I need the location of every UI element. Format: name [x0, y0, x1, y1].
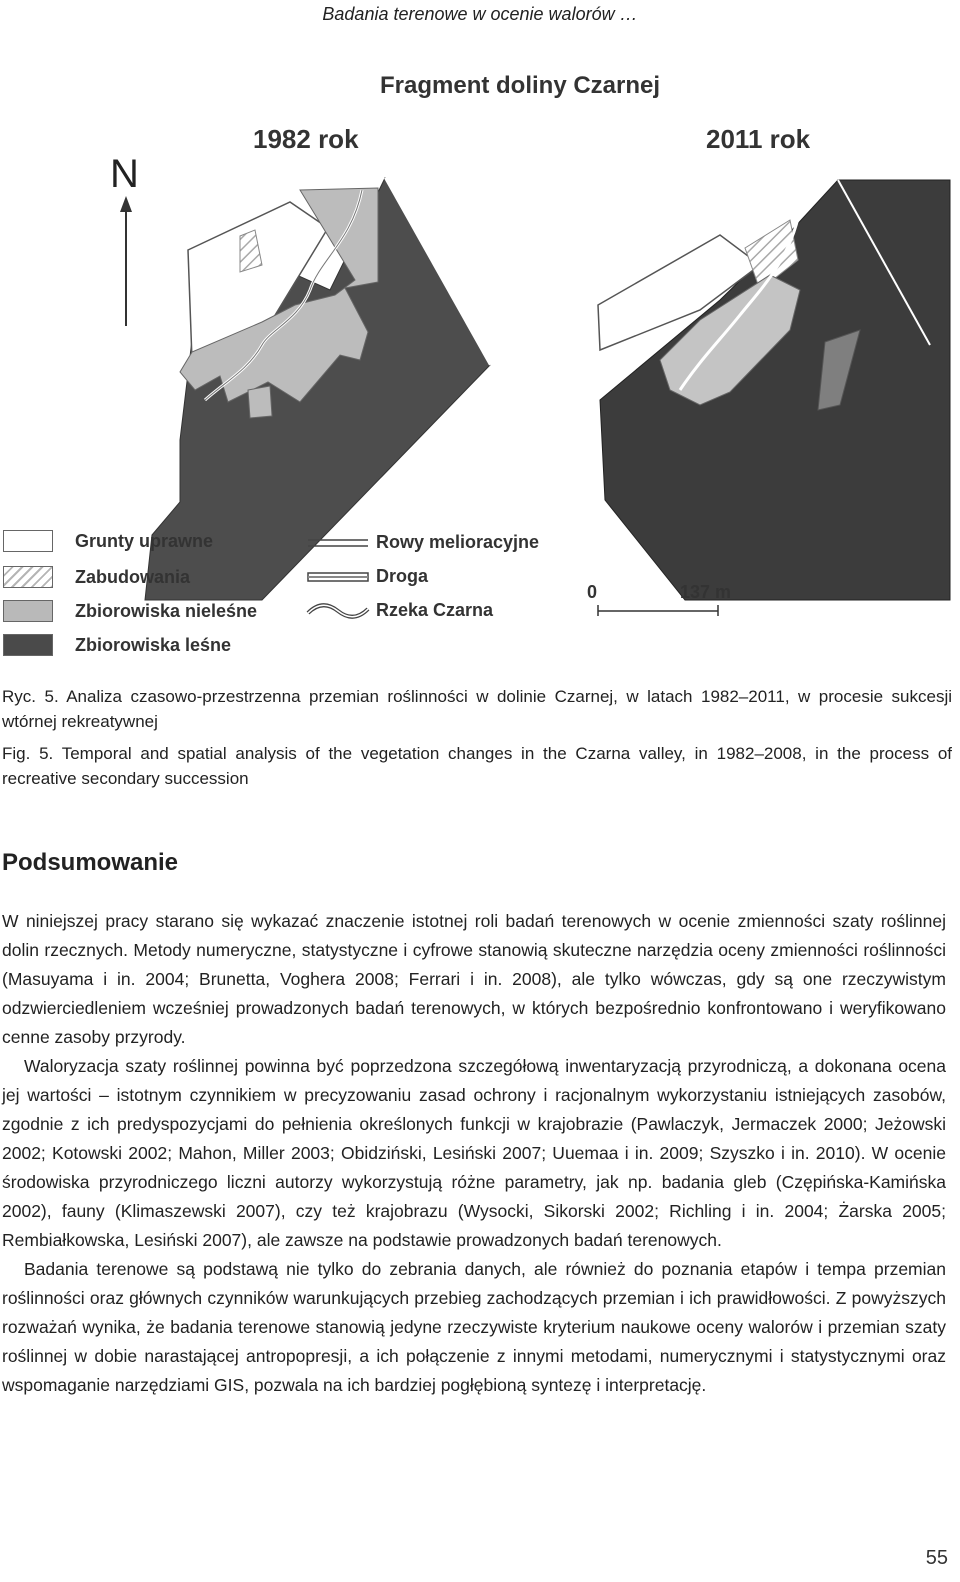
legend-swatch-buildings [3, 566, 53, 588]
ditch-line-icon [306, 533, 370, 553]
river-line-icon [306, 601, 370, 621]
page-number: 55 [925, 1547, 948, 1569]
paragraph: Badania terenowe są podstawą nie tylko do zebrania danych, ale również do poznania etapów i tempa przemian roślinności oraz głównych czynników warunkujących przebieg zachodzących przemian i ich prawidłowości. Z powyższych rozważań wynika, że badania terenowe stanowią jedyne rzeczywiste kryterium naukowe oceny walorów i przemian szaty roślinnej w dobie narastającej antropopresji, a ich połączenie z innymi metodami, numerycznymi i statystycznymi oraz wspomaganie narzędziami GIS, pozwala na ich bardziej pogłębioną syntezę i interpretację. [2, 1259, 946, 1395]
paragraph: Waloryzacja szaty roślinnej powinna być poprzedzona szczegółową inwentaryzacją przyrodniczą, a dokonana ocena jej wartości – istotnym czynnikiem w precyzowaniu zasad ochrony i racjonalnym wykorzystaniu istniejących zasobów, zgodnie z ich predyspozycjami do pełnienia określonych funkcji w krajobrazie (Pawlaczyk, Jermaczek 2000; Jeżowski 2002; Kotowski 2002; Mahon, Miller 2003; Obidziński, Lesiński 2007; Uuemaa i in. 2009; Szyszko i in. 2010). W ocenie środowiska przyrodniczego liczni autorzy wykorzystują różne parametry, jak np. badania gleb (Czępińska-Kamińska 2002), fauny (Klimaszewski 2007), czy też krajobrazu (Wysocki, Sikorski 2002; Richling i in. 2004; Żarska 2005; Rembiałkowska, Lesiński 2007), ale zawsze na podstawie prowadzonych badań terenowych. [2, 1056, 946, 1250]
legend-label: Grunty uprawne [75, 530, 214, 551]
map-1982-meadow-patch [248, 386, 272, 418]
legend-label: Droga [376, 566, 429, 586]
legend-swatch-forest [3, 634, 53, 656]
section-heading: Podsumowanie [2, 849, 179, 876]
running-head: Badania terenowe w ocenie walorów … [322, 4, 638, 24]
legend-item-nonforest [3, 600, 257, 622]
legend-item-river [306, 600, 493, 621]
body-text [2, 907, 946, 1400]
legend-label: Rowy melioracyjne [376, 532, 540, 552]
paragraph: W niniejszej pracy starano się wykazać znaczenie istotnej roli badań terenowych w ocenie zmienności szaty roślinnej dolin rzecznych. Metody numeryczne, statystyczne i cyfrowe stanowią skuteczne narzędzia oceny zmienności roślinności (Masuyama i in. 2004; Brunetta, Voghera 2008; Ferrari i in. 2008), ale tylko wówczas, gdy są one rzeczywistym odzwierciedleniem wcześniej prowadzonych badań terenowych, w których bezpośrednio konfrontowano i weryfikowano cenne zasoby przyrody. [2, 911, 946, 1047]
legend-item-farmland [3, 530, 213, 552]
legend-item-road [306, 566, 428, 587]
legend-item-buildings [3, 566, 190, 588]
legend-swatch-nonforest [3, 600, 53, 622]
year-label-right: 2011 rok [706, 124, 811, 154]
scale-start-label: 0 [587, 582, 598, 602]
legend-label: Zbiorowiska leśne [75, 634, 232, 655]
legend-item-forest [3, 634, 231, 656]
scale-end-label: 137 m [680, 582, 732, 602]
north-label: N [110, 152, 139, 196]
figure-caption-pl: Ryc. 5. Analiza czasowo-przestrzenna przemian roślinności w dolinie Czarnej, w latach 1982–2011, w procesie sukcesji wtórnej rekreatywnej [2, 687, 952, 731]
legend-item-ditches [306, 532, 539, 553]
legend-label: Zbiorowiska nieleśne [75, 600, 258, 621]
figure-title: Fragment doliny Czarnej [380, 72, 661, 99]
year-label-left: 1982 rok [253, 124, 359, 154]
road-line-icon [306, 567, 370, 587]
north-arrow-icon [120, 196, 132, 326]
legend-label: Rzeka Czarna [376, 600, 494, 620]
map-2011 [598, 180, 950, 600]
legend-swatch-farmland [3, 530, 53, 552]
scale-bar [598, 605, 718, 616]
figure-caption-en: Fig. 5. Temporal and spatial analysis of the vegetation changes in the Czarna valley, in 1982–2008, in the process of recreative secondary succession [2, 744, 952, 788]
figure-map [0, 60, 960, 670]
legend-label: Zabudowania [75, 566, 191, 587]
